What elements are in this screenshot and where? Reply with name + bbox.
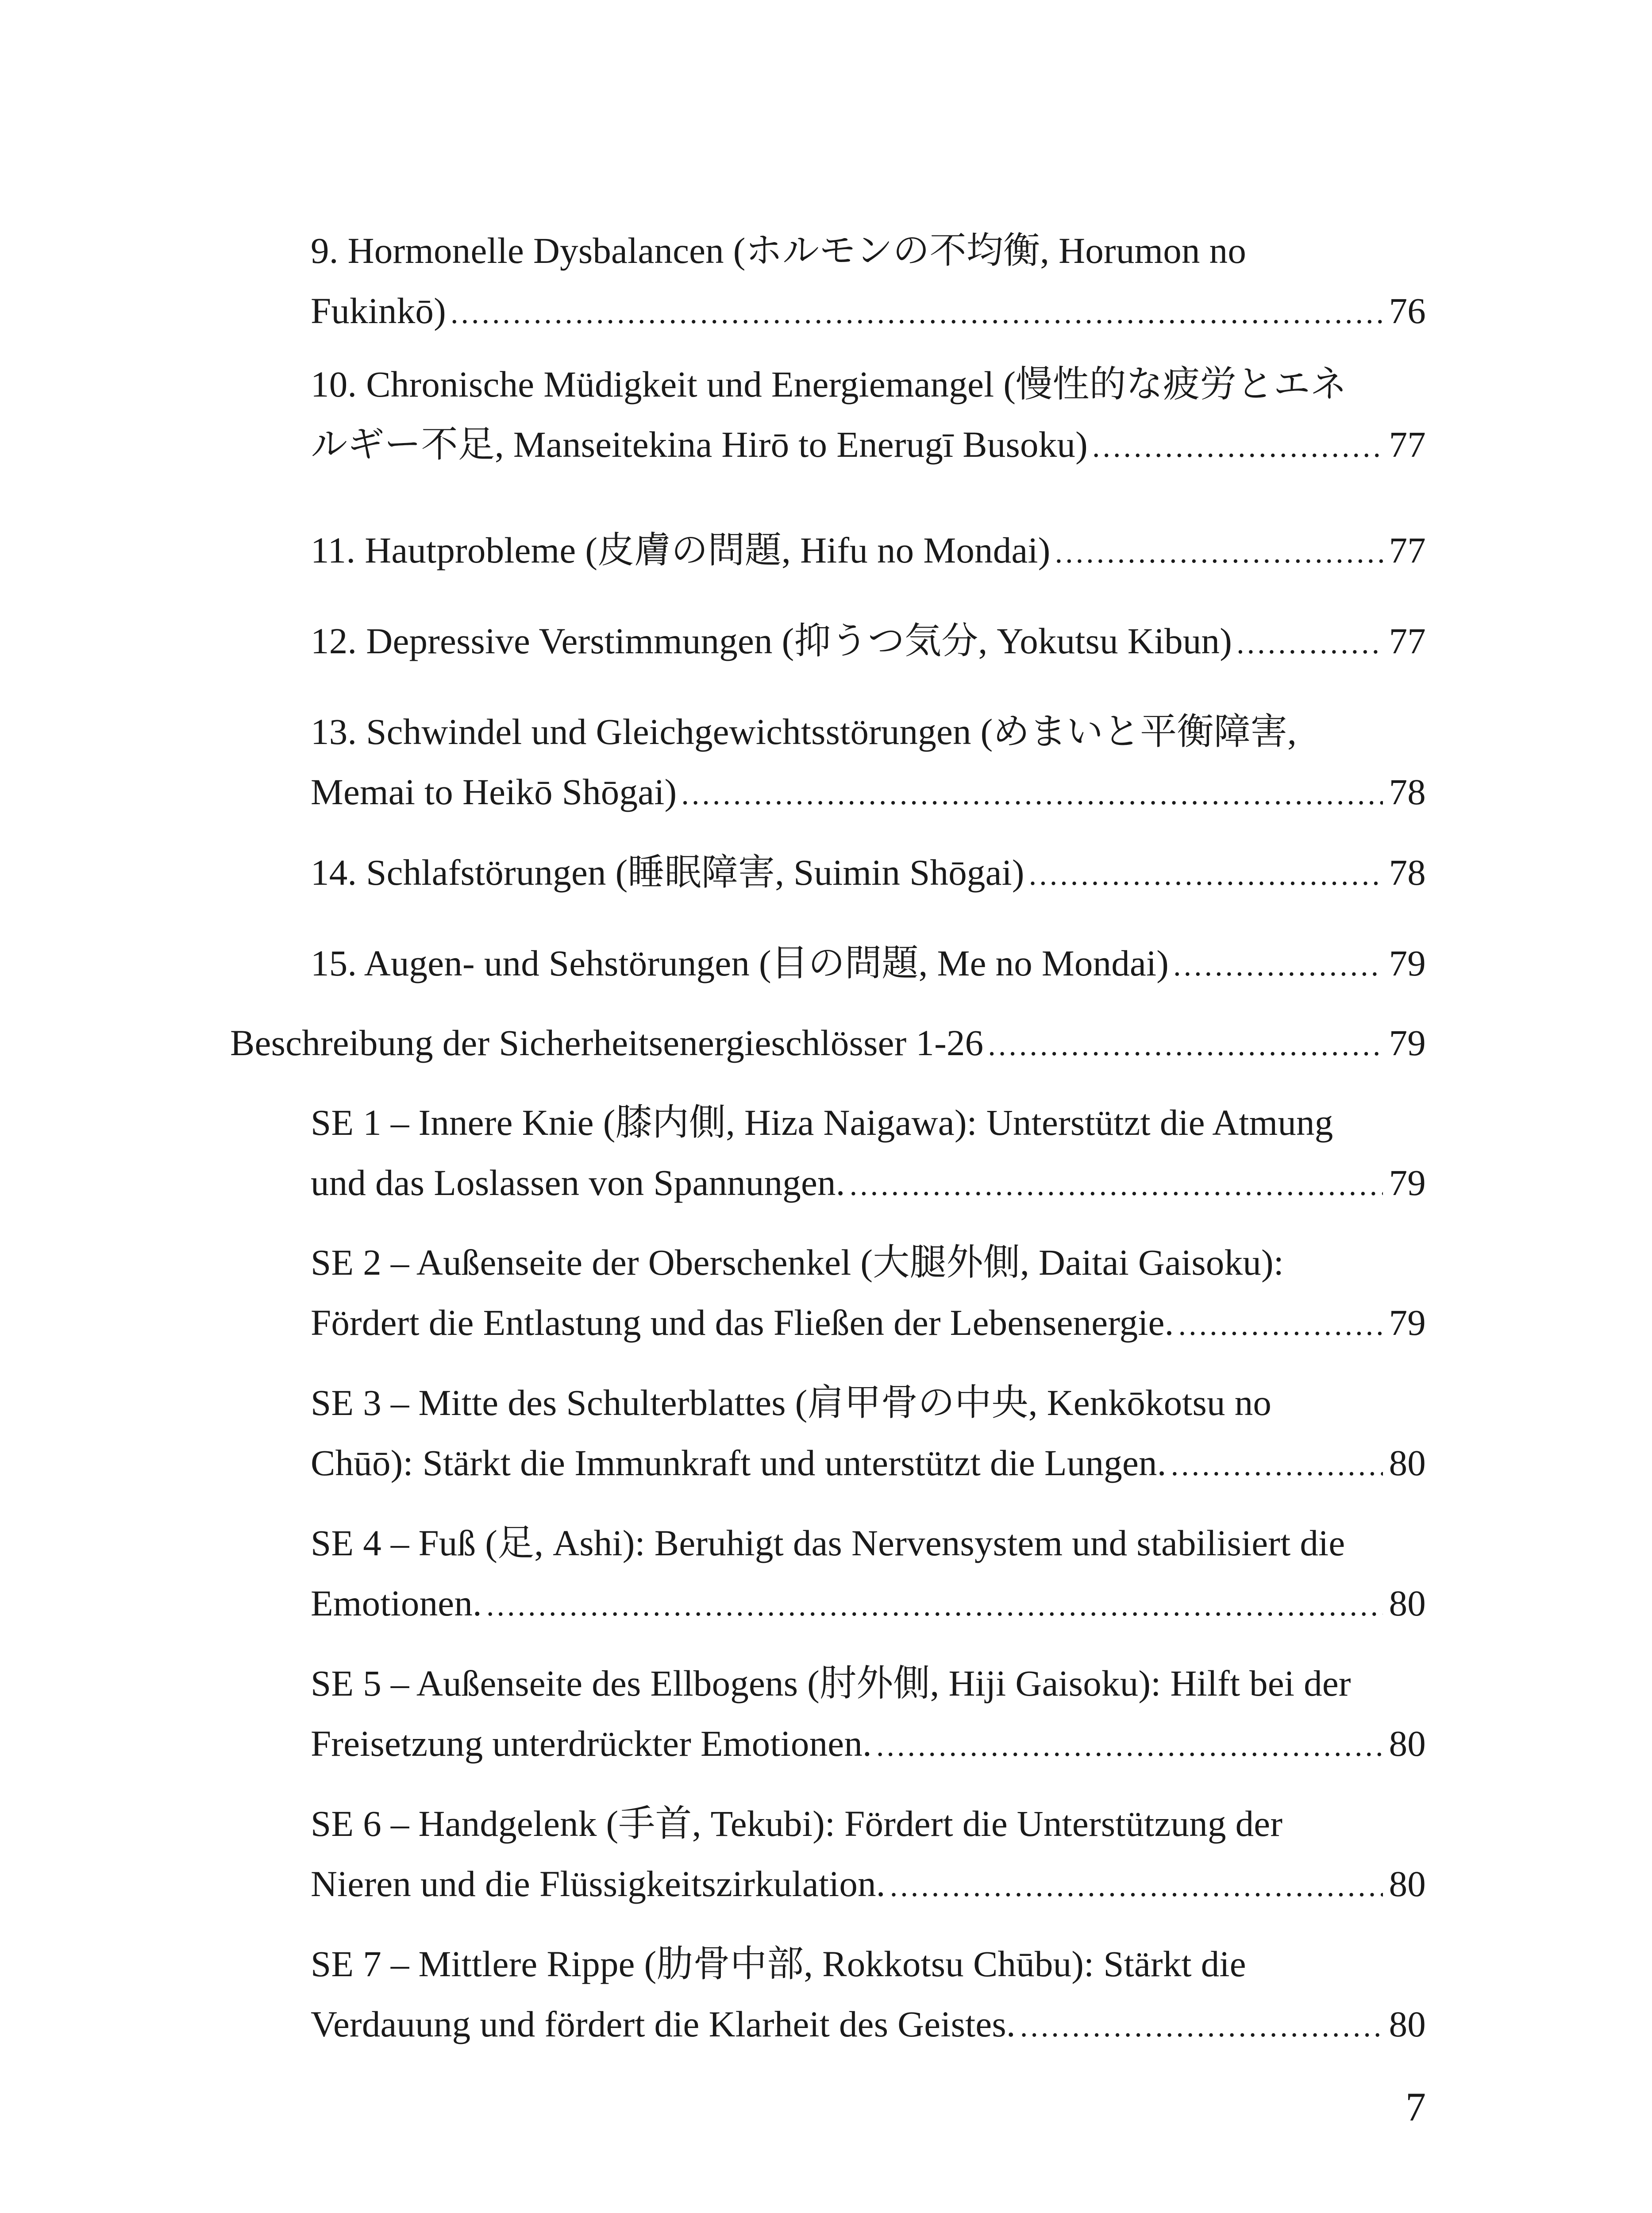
toc-entry-title-cont: und das Loslassen von Spannungen. <box>311 1162 845 1203</box>
toc-entry[interactable] <box>311 1232 1426 1355</box>
toc-page-number: 76 <box>1389 290 1426 331</box>
toc-page-number: 77 <box>1389 530 1426 571</box>
toc-page-number: 80 <box>1389 1863 1426 1904</box>
toc-entry-title-cont: Chūō): Stärkt die Immunkraft und unterstützt die Lungen. <box>311 1442 1167 1483</box>
toc-entry-title-cont: Verdauung und fördert die Klarheit des Geistes. <box>311 2004 1016 2044</box>
dot-leader <box>1029 845 1383 905</box>
toc-entry-title: SE 3 – Mitte des Schulterblattes (肩甲骨の中央, Kenkōkotsu no <box>311 1382 1272 1423</box>
dot-leader <box>890 1856 1383 1916</box>
dot-leader <box>486 1576 1383 1636</box>
toc-page-number: 78 <box>1389 771 1426 812</box>
dot-leader <box>1173 936 1382 996</box>
toc-entry[interactable] <box>311 842 1426 905</box>
toc-entry-title: SE 5 – Außenseite des Ellbogens (肘外側, Hiji Gaisoku): Hilft bei der <box>311 1663 1351 1704</box>
toc-page-number: 77 <box>1389 424 1426 465</box>
dot-leader <box>850 1155 1383 1215</box>
toc-page-number: 79 <box>1389 1302 1426 1343</box>
toc-entry-title-cont: Emotionen. <box>311 1583 482 1623</box>
dot-leader <box>681 764 1382 825</box>
page-number: 7 <box>1406 2084 1426 2129</box>
toc-entry-title: SE 7 – Mittlere Rippe (肋骨中部, Rokkotsu Chūbu): Stärkt die <box>311 1943 1246 1984</box>
toc-entry-title: 9. Hormonelle Dysbalancen (ホルモンの不均衡, Horumon no <box>311 230 1247 271</box>
toc-entry-title: SE 1 – Innere Knie (膝内側, Hiza Naigawa): Unterstützt die Atmung <box>311 1102 1333 1143</box>
dot-leader <box>1178 1295 1383 1355</box>
dot-leader <box>876 1716 1383 1776</box>
toc-entry-title-cont: Freisetzung unterdrückter Emotionen. <box>311 1723 872 1764</box>
dot-leader <box>1020 1997 1383 2057</box>
dot-leader <box>1236 613 1383 674</box>
toc-page-number: 80 <box>1389 1442 1426 1483</box>
toc-entry-title: SE 2 – Außenseite der Oberschenkel (大腿外側, Daitai Gaisoku): <box>311 1242 1284 1283</box>
toc-entry-title-cont: Fördert die Entlastung und das Fließen der Lebensenergie. <box>311 1302 1174 1343</box>
toc-entry-title: 15. Augen- und Sehstörungen (目の問題, Me no Mondai) <box>311 943 1169 983</box>
toc-entry-title: SE 4 – Fuß (足, Ashi): Beruhigt das Nervensystem und stabilisiert die <box>311 1523 1345 1563</box>
toc-entry[interactable] <box>311 220 1426 343</box>
toc-page-number: 80 <box>1389 1723 1426 1764</box>
toc-entry[interactable] <box>311 1934 1426 2057</box>
toc-entry[interactable] <box>311 1793 1426 1916</box>
toc-page-number: 80 <box>1389 2004 1426 2044</box>
toc-entry[interactable] <box>311 1513 1426 1636</box>
dot-leader <box>988 1015 1382 1076</box>
dot-leader <box>1055 523 1383 583</box>
dot-leader <box>1171 1435 1383 1496</box>
toc-entry[interactable] <box>311 1653 1426 1776</box>
toc-entry[interactable] <box>311 702 1426 825</box>
toc-entry-title-cont: Nieren und die Flüssigkeitszirkulation. <box>311 1863 886 1904</box>
toc-entry-title-cont: Fukinkō) <box>311 290 446 331</box>
toc-entry-title: 11. Hautprobleme (皮膚の問題, Hifu no Mondai) <box>311 530 1051 571</box>
toc-entry-title: SE 6 – Handgelenk (手首, Tekubi): Fördert die Unterstützung der <box>311 1803 1283 1844</box>
toc-entry-title: 10. Chronische Müdigkeit und Energiemangel (慢性的な疲労とエネ <box>311 364 1347 405</box>
toc-section-title: Beschreibung der Sicherheitsenergieschlösser 1-26 <box>230 1022 984 1063</box>
toc-page-number: 80 <box>1389 1583 1426 1623</box>
toc-page-number: 79 <box>1389 1022 1426 1063</box>
toc-entry[interactable] <box>311 933 1426 996</box>
toc-entry[interactable] <box>311 354 1426 477</box>
toc-page-number: 77 <box>1389 621 1426 661</box>
toc-entry-title: 13. Schwindel und Gleichgewichtsstörungen (めまいと平衡障害, <box>311 711 1297 752</box>
toc-entry[interactable] <box>311 611 1426 674</box>
toc-entry-title: 12. Depressive Verstimmungen (抑うつ気分, Yokutsu Kibun) <box>311 621 1232 661</box>
toc-section-entry[interactable] <box>230 1013 1426 1076</box>
toc-entry[interactable] <box>311 1373 1426 1496</box>
dot-leader <box>1092 417 1383 477</box>
toc-page-number: 79 <box>1389 1162 1426 1203</box>
toc-entry-title: 14. Schlafstörungen (睡眠障害, Suimin Shōgai) <box>311 852 1024 893</box>
toc-page-number: 78 <box>1389 852 1426 893</box>
toc-entry-title-cont: Memai to Heikō Shōgai) <box>311 771 677 812</box>
dot-leader <box>451 283 1383 343</box>
toc-entry[interactable] <box>311 520 1426 583</box>
toc-entry-title-cont: ルギー不足, Manseitekina Hirō to Enerugī Busoku) <box>311 424 1088 465</box>
toc-page-number: 79 <box>1389 943 1426 983</box>
toc-entry[interactable] <box>311 1092 1426 1215</box>
